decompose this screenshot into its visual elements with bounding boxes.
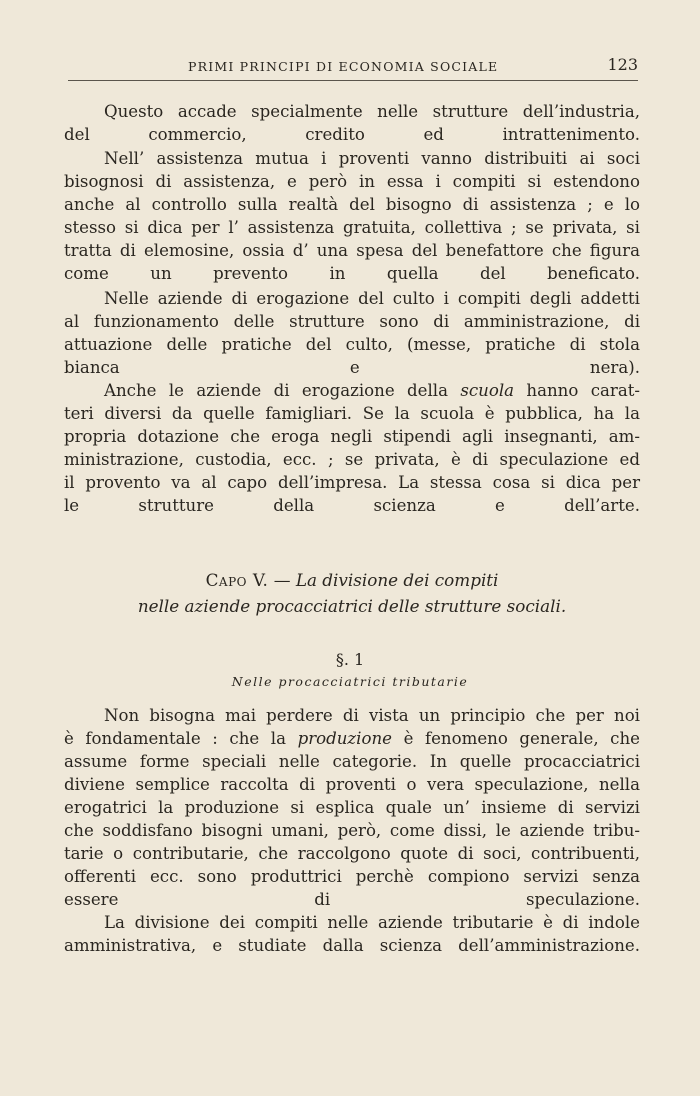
emphasized-word: produzione [297,729,392,748]
text-line: Non bisogna mai perdere di vista un principio che per noi [104,706,640,725]
section-title: Nelle procacciatrici tributarie [231,674,469,689]
text-line: Nelle aziende di erogazione del culto i compiti degli addetti [104,289,640,308]
text-line: diviene semplice raccolta di proventi o vera speculazione, nella [64,775,640,794]
text-line: stesso si dica per l’ assistenza gratuita, collettiva ; se privata, si [64,218,640,237]
text-line: bisognosi di assistenza, e però in essa i compiti si estendono [64,172,640,191]
page-number: 123 [607,55,638,74]
chapter-title-line-1: La divisione dei compiti [295,570,499,590]
text-line: amministrativa, e studiate dalla scienza dell’amministrazione. [64,936,640,955]
text-line: del commercio, credito ed intrattenimento. [64,125,640,144]
text-line: teri diversi da quelle famigliari. Se la scuola è pubblica, ha la [64,404,640,423]
paragraph-4 [64,379,640,517]
paragraph-3 [64,287,640,379]
text-line: La divisione dei compiti nelle aziende tributarie è di indole [104,913,640,932]
text-line: essere di speculazione. [64,890,640,909]
text-line: assume forme speciali nelle categorie. In quelle procacciatrici [64,752,640,771]
text-line: come un prevento in quella del beneficato. [64,264,640,283]
emphasized-word: scuola [460,381,515,400]
text-line: Questo accade specialmente nelle strutture dell’industria, [104,102,640,121]
text-line: che soddisfano bisogni umani, però, come dissi, le aziende tribu- [64,821,640,840]
text-line: il provento va al capo dell’impresa. La stessa cosa si dica per [64,473,640,492]
text-line: erogatrici la produzione si esplica quale un’ insieme di servizi [64,798,640,817]
page-header [68,54,638,81]
chapter-title-line-2: nelle aziende procacciatrici delle strutture sociali. [137,596,567,616]
text-line: Nell’ assistenza mutua i proventi vanno distribuiti ai soci [104,149,640,168]
paragraph-2 [64,147,640,285]
chapter-label: Capo V. [205,570,269,590]
chapter-dash: — [273,570,291,590]
paragraph-6 [64,911,640,957]
text-line: anche al controllo sulla realtà del bisogno di assistenza ; e lo [64,195,640,214]
text-line: bianca e nera). [64,358,640,377]
paragraph-5 [64,704,640,911]
running-title: PRIMI PRINCIPI DI ECONOMIA SOCIALE [188,59,499,74]
text-line: al funzionamento delle strutture sono di amministrazione, di [64,312,640,331]
text-line: propria dotazione che eroga negli stipendi agli insegnanti, am- [64,427,640,446]
text-line: tarie o contributarie, che raccolgono quote di soci, contribuenti, [64,844,640,863]
text-line: offerenti ecc. sono produttrici perchè compiono servizi senza [64,867,640,886]
text-line: tratta di elemosine, ossia d’ una spesa del benefattore che figura [64,241,640,260]
text-line: attuazione delle pratiche del culto, (messe, pratiche di stola [64,335,640,354]
text-line: Anche le aziende di erogazione della scuola hanno carat- [104,381,641,400]
chapter-heading [64,570,640,590]
paragraph-1 [64,100,640,146]
text-line: le strutture della scienza e dell’arte. [64,496,640,515]
text-line: è fondamentale : che la produzione è fenomeno generale, che [64,729,640,748]
text-line: ministrazione, custodia, ecc. ; se privata, è di speculazione ed [64,450,640,469]
section-number: §. 1 [335,650,365,669]
